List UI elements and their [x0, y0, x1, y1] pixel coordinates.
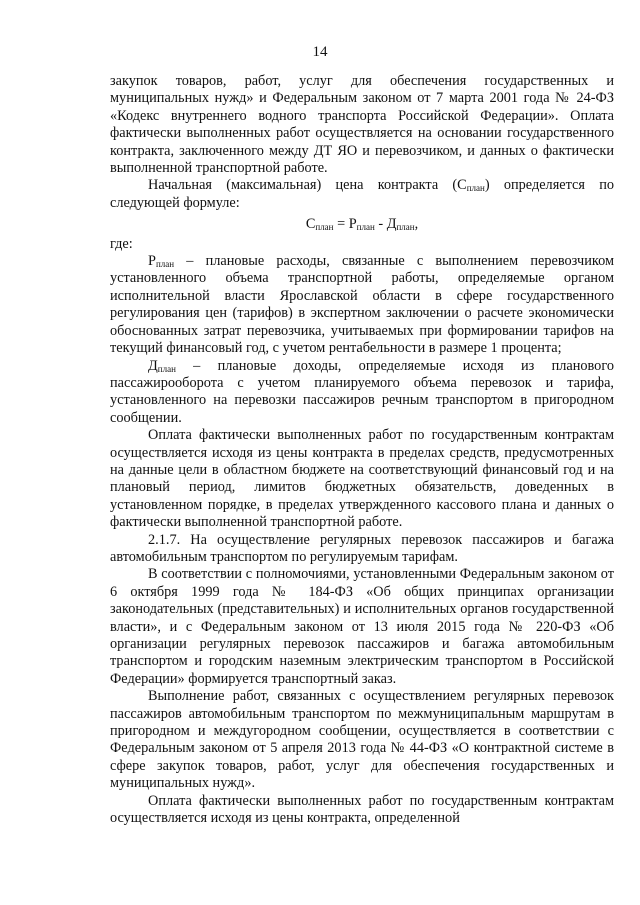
- formula: $C_{план} = P_{план} - Д_{план}$,: [305, 216, 419, 233]
- paragraph: Оплата фактически выполненных работ по государственным контрактам осуществляется исходя из цены контракта, определенной: [110, 792, 614, 827]
- paragraph: Выполнение работ, связанных с осуществлением регулярных перевозок пассажиров автомобильным транспортом по межмуниципальным маршрутам в пригородном и междугородном сообщении, осуществляется в соответствии с Федеральным законом от 5 апреля 2013 года № 44-ФЗ «О контрактной системе в сфере закупок товаров, работ, услуг для обеспечения государственных и муниципальных нужд».: [110, 688, 614, 792]
- paragraph: Начальная (максимальная) цена контракта $(C_{план})$ определяется по следующей формуле:: [110, 177, 614, 211]
- page-number: 14: [312, 44, 328, 60]
- paragraph: Оплата фактически выполненных работ по государственным контрактам осуществляется исходя из цены контракта в пределах средств, предусмотренных на данные цели в областном бюджете на соответствующий финансовый год и на плановый период, лимитов бюджетных обязательств, доведенных в установленном порядке, в пределах утвержденного кассового плана и данных о фактически выполненной транспортной работе.: [110, 427, 614, 531]
- paragraph: закупок товаров, работ, услуг для обеспечения государственных и муниципальных нужд» и Федеральным законом от 7 марта 2001 года № 24-ФЗ «Кодекс внутреннего водного транспорта Российской Федерации». Оплата фактически выполненных работ осуществляется на основании государственного контракта, заключенного между ДТ ЯО и перевозчиком, и данных о фактически выполненной транспортной работе.: [110, 73, 614, 177]
- paragraph: В соответствии с полномочиями, установленными Федеральным законом от 6 октября 1999 года № 184-ФЗ «Об общих принципах организации законодательных (представительных) и исполнительных органов государственной власти», и с Федеральным законом от 13 июля 2015 года № 220-ФЗ «Об организации регулярных перевозок пассажиров и багажа автомобильным транспортом и городским наземным электрическим транспортом в Российской Федерации» формируется транспортный заказ.: [110, 566, 614, 687]
- document-body: [110, 73, 614, 827]
- paragraph: $P_{план}$ – плановые расходы, связанные с выполнением перевозчиком установленного объема транспортной работы, определяемые органом исполнительной власти Ярославской области в сфере государственного регулирования цен (тарифов) в экспертном заключении о расчете экономически обоснованных затрат перевозчика, учитываемых при формировании тарифов на текущий финансовый год, с учетом рентабельности в размере 1 процента;: [110, 253, 614, 357]
- paragraph: $Д_{план}$ – плановые доходы, определяемые исходя из планового пассажирооборота с учетом планируемого объема перевозок и тарифа, установленного на перевозки пассажиров речным транспортом в пригородном сообщении.: [110, 357, 614, 426]
- section-heading: 2.1.7. На осуществление регулярных перевозок пассажиров и багажа автомобильным транспортом по регулируемым тарифам.: [110, 531, 614, 565]
- paragraph: где:: [110, 235, 133, 252]
